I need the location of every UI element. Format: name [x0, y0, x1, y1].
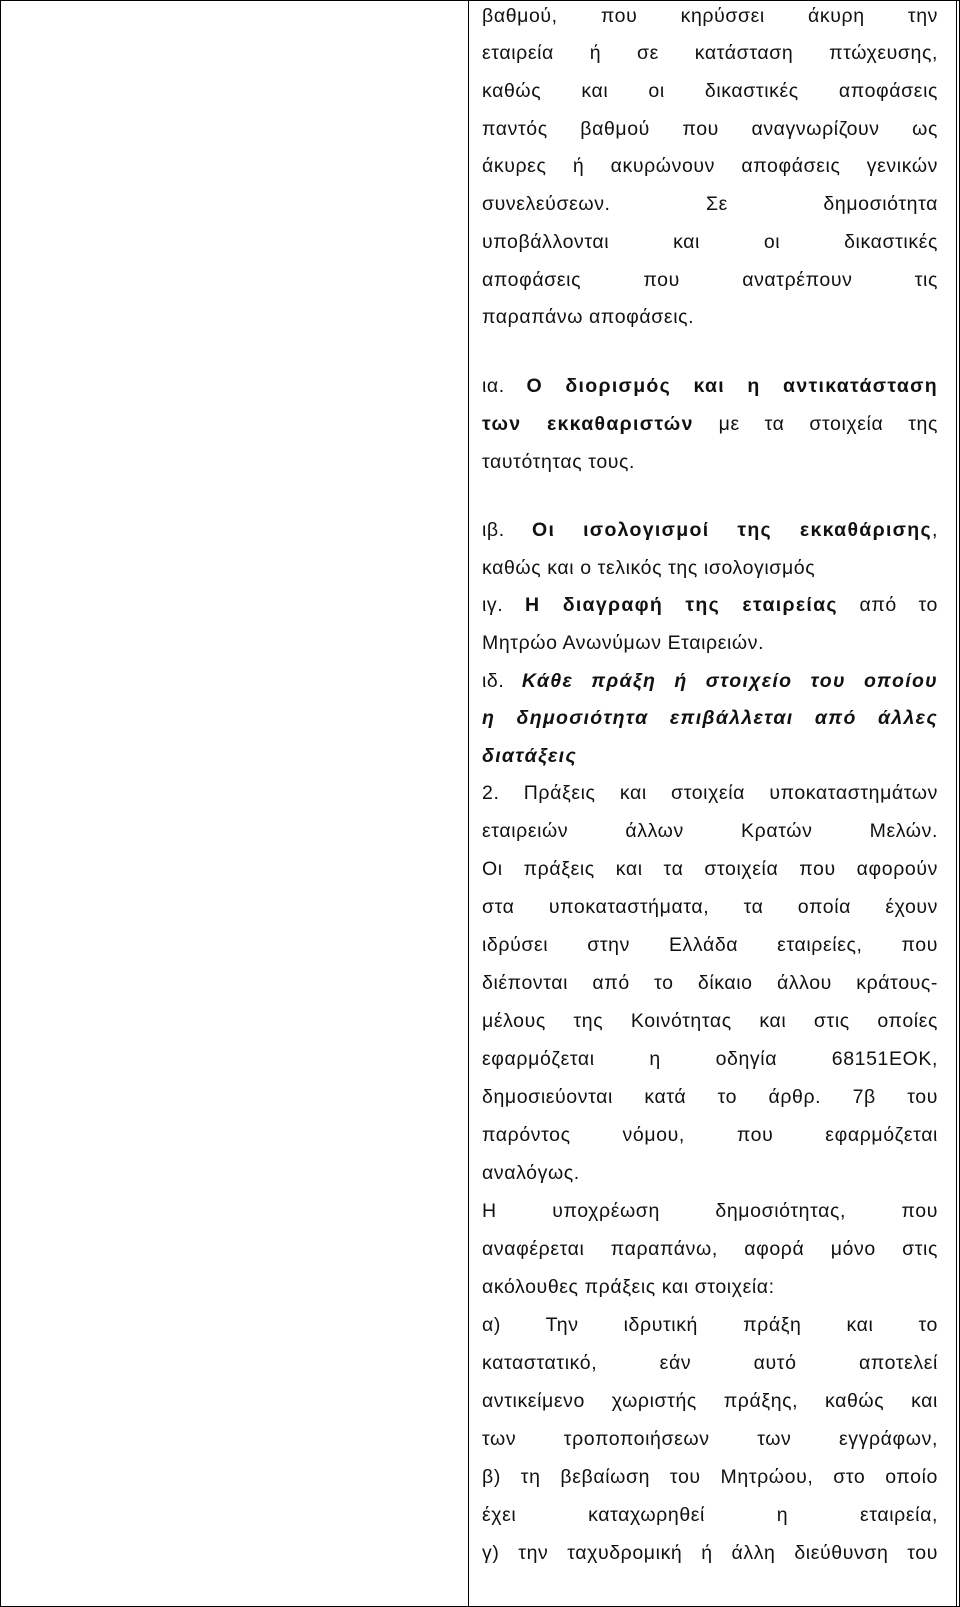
text-line [482, 553, 938, 583]
line-text: ταυτότητας τους. [482, 451, 636, 473]
line-text: εφαρμόζεται η οδηγία 68151ΕΟΚ, [482, 1048, 938, 1070]
text-line [482, 590, 938, 620]
line-text: διέπονται από το δίκαιο άλλου κράτους- [482, 972, 938, 994]
text-line [482, 892, 938, 922]
bold-heading: Η διαγραφή της εταιρείας [524, 594, 838, 616]
line-text: 2. Πράξεις και στοιχεία υποκαταστημάτων [482, 782, 938, 804]
line-suffix: , [931, 519, 938, 541]
text-line [482, 628, 938, 658]
left-column-empty [1, 1, 469, 1606]
text-line [482, 666, 938, 696]
line-suffix: με τα στοιχεία της [693, 413, 938, 435]
line-text: εταιρεία ή σε κατάσταση πτώχευσης, [482, 42, 938, 64]
line-text: παρόντος νόμου, που εφαρμόζεται [482, 1124, 938, 1146]
line-text: αντικείμενο χωριστής πράξης, καθώς και [482, 1390, 938, 1412]
text-line [482, 515, 938, 545]
text-line [482, 302, 938, 332]
text-line [482, 1006, 938, 1036]
bold-italic-heading: διατάξεις [482, 745, 578, 767]
line-text: στα υποκαταστήματα, τα οποία έχουν [482, 896, 938, 918]
text-line [482, 265, 938, 295]
text-line [482, 968, 938, 998]
line-text: ιδρύσει στην Ελλάδα εταιρείες, που [482, 934, 938, 956]
text-line [482, 1044, 938, 1074]
line-text: καθώς και οι δικαστικές αποφάσεις [482, 80, 938, 102]
text-line [482, 778, 938, 808]
text-line [482, 1386, 938, 1416]
line-prefix: ιγ. [482, 594, 525, 616]
bold-heading: Οι ισολογισμοί της εκκαθάρισης [531, 519, 932, 541]
text-line [482, 1348, 938, 1378]
line-text: υποβάλλονται και οι δικαστικές [482, 231, 938, 253]
line-suffix: από το [837, 594, 938, 616]
text-line [482, 854, 938, 884]
text-line [482, 227, 938, 257]
right-column [469, 1, 957, 1606]
line-text: αναφέρεται παραπάνω, αφορά μόνο στις [482, 1238, 938, 1260]
line-text: συνελεύσεων. Σε δημοσιότητα [482, 193, 938, 215]
text-line [482, 816, 938, 846]
bold-italic-heading: Κάθε πράξη ή στοιχείο του οποίου [521, 670, 938, 692]
line-text: Οι πράξεις και τα στοιχεία που αφορούν [482, 858, 938, 880]
line-text: παντός βαθμού που αναγνωρίζουν ως [482, 118, 938, 140]
text-line [482, 114, 938, 144]
text-line [482, 447, 938, 477]
line-text: Η υποχρέωση δημοσιότητας, που [482, 1200, 938, 1222]
line-text: Μητρώο Ανωνύμων Εταιρειών. [482, 632, 765, 654]
line-text: παραπάνω αποφάσεις. [482, 306, 695, 328]
line-prefix: ια. [482, 375, 527, 397]
text-line [482, 1310, 938, 1340]
line-text: μέλους της Κοινότητας και στις οποίες [482, 1010, 938, 1032]
text-line [482, 151, 938, 181]
line-text: βαθμού, που κηρύσσει άκυρη την [482, 5, 938, 27]
text-line [482, 930, 938, 960]
line-prefix: ιδ. [482, 670, 522, 692]
line-text: β) τη βεβαίωση του Μητρώου, στο οποίο [482, 1466, 938, 1488]
text-line [482, 703, 938, 733]
text-line [482, 38, 938, 68]
line-text: των τροποποιήσεων των εγγράφων, [482, 1428, 938, 1450]
text-line [482, 409, 938, 439]
line-text: έχει καταχωρηθεί η εταιρεία, [482, 1504, 938, 1526]
bold-italic-heading: η δημοσιότητα επιβάλλεται από άλλες [482, 707, 938, 729]
text-line [482, 1120, 938, 1150]
line-text: α) Την ιδρυτική πράξη και το [482, 1314, 938, 1336]
line-text: εταιρειών άλλων Κρατών Μελών. [482, 820, 938, 842]
line-text: δημοσιεύονται κατά το άρθρ. 7β του [482, 1086, 938, 1108]
line-text: άκυρες ή ακυρώνουν αποφάσεις γενικών [482, 155, 938, 177]
text-line [482, 189, 938, 219]
text-line [482, 76, 938, 106]
text-line [482, 1424, 938, 1454]
line-text: γ) την ταχυδρομική ή άλλη διεύθυνση του [482, 1542, 938, 1564]
text-line [482, 1462, 938, 1492]
text-line [482, 1082, 938, 1112]
bold-heading: Ο διορισμός και η αντικατάσταση [526, 375, 939, 397]
bold-heading: των εκκαθαριστών [482, 413, 694, 435]
text-line [482, 371, 938, 401]
text-line [482, 1196, 938, 1226]
text-line [482, 1234, 938, 1264]
line-text: αναλόγως. [482, 1162, 580, 1184]
text-line [482, 1, 938, 31]
line-text: αποφάσεις που ανατρέπουν τις [482, 269, 938, 291]
text-line [482, 1158, 938, 1188]
line-text: καταστατικό, εάν αυτό αποτελεί [482, 1352, 938, 1374]
text-line [482, 741, 938, 771]
line-prefix: ιβ. [482, 519, 532, 541]
text-line [482, 1500, 938, 1530]
line-text: καθώς και ο τελικός της ισολογισμός [482, 557, 816, 579]
text-line [482, 1272, 938, 1302]
text-line [482, 1538, 938, 1568]
line-text: ακόλουθες πράξεις και στοιχεία: [482, 1276, 775, 1298]
